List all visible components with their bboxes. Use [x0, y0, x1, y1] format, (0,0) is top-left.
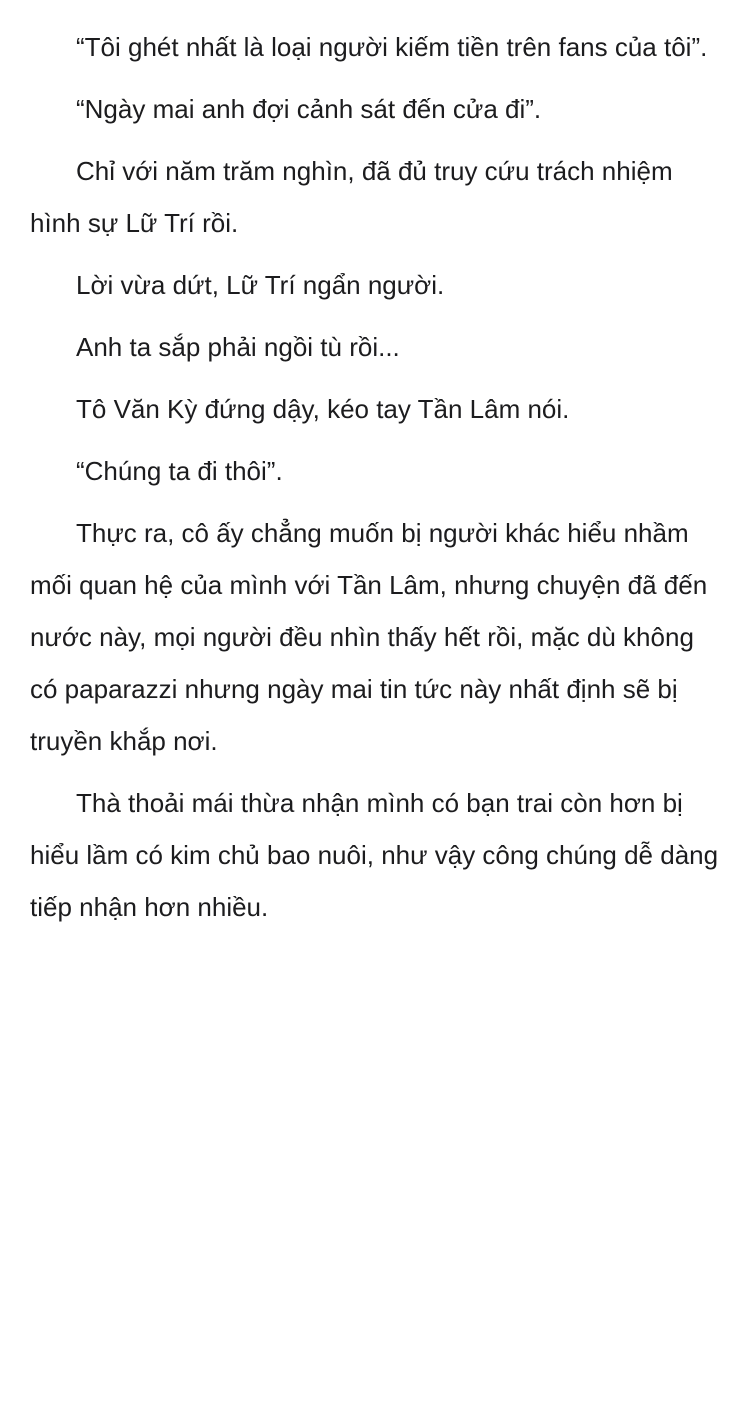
paragraph-5: Anh ta sắp phải ngồi tù rồi... [76, 332, 400, 362]
paragraph-6: Tô Văn Kỳ đứng dậy, kéo tay Tần Lâm nói. [76, 394, 570, 424]
paragraph-8: Thực ra, cô ấy chẳng muốn bị người khác hiểu nhầm mối quan hệ của mình với Tần Lâm, nhưng chuyện đã đến nước này, mọi người đều nhìn thấy hết rồi, mặc dù không có paparazzi nhưng ngày mai tin tức này nhất định sẽ bị truyền khắp nơi. [30, 518, 708, 756]
paragraph-3: Chỉ với năm trăm nghìn, đã đủ truy cứu trách nhiệm hình sự Lữ Trí rồi. [30, 156, 673, 238]
paragraph-4: Lời vừa dứt, Lữ Trí ngẩn người. [76, 270, 445, 300]
paragraph-7: “Chúng ta đi thôi”. [76, 456, 283, 486]
story-text [30, 21, 725, 943]
paragraph-2: “Ngày mai anh đợi cảnh sát đến cửa đi”. [76, 94, 542, 124]
paragraph-1: “Tôi ghét nhất là loại người kiếm tiền trên fans của tôi”. [76, 32, 708, 62]
paragraph-9: Thà thoải mái thừa nhận mình có bạn trai còn hơn bị hiểu lầm có kim chủ bao nuôi, như vậy công chúng dễ dàng tiếp nhận hơn nhiều. [30, 788, 719, 922]
